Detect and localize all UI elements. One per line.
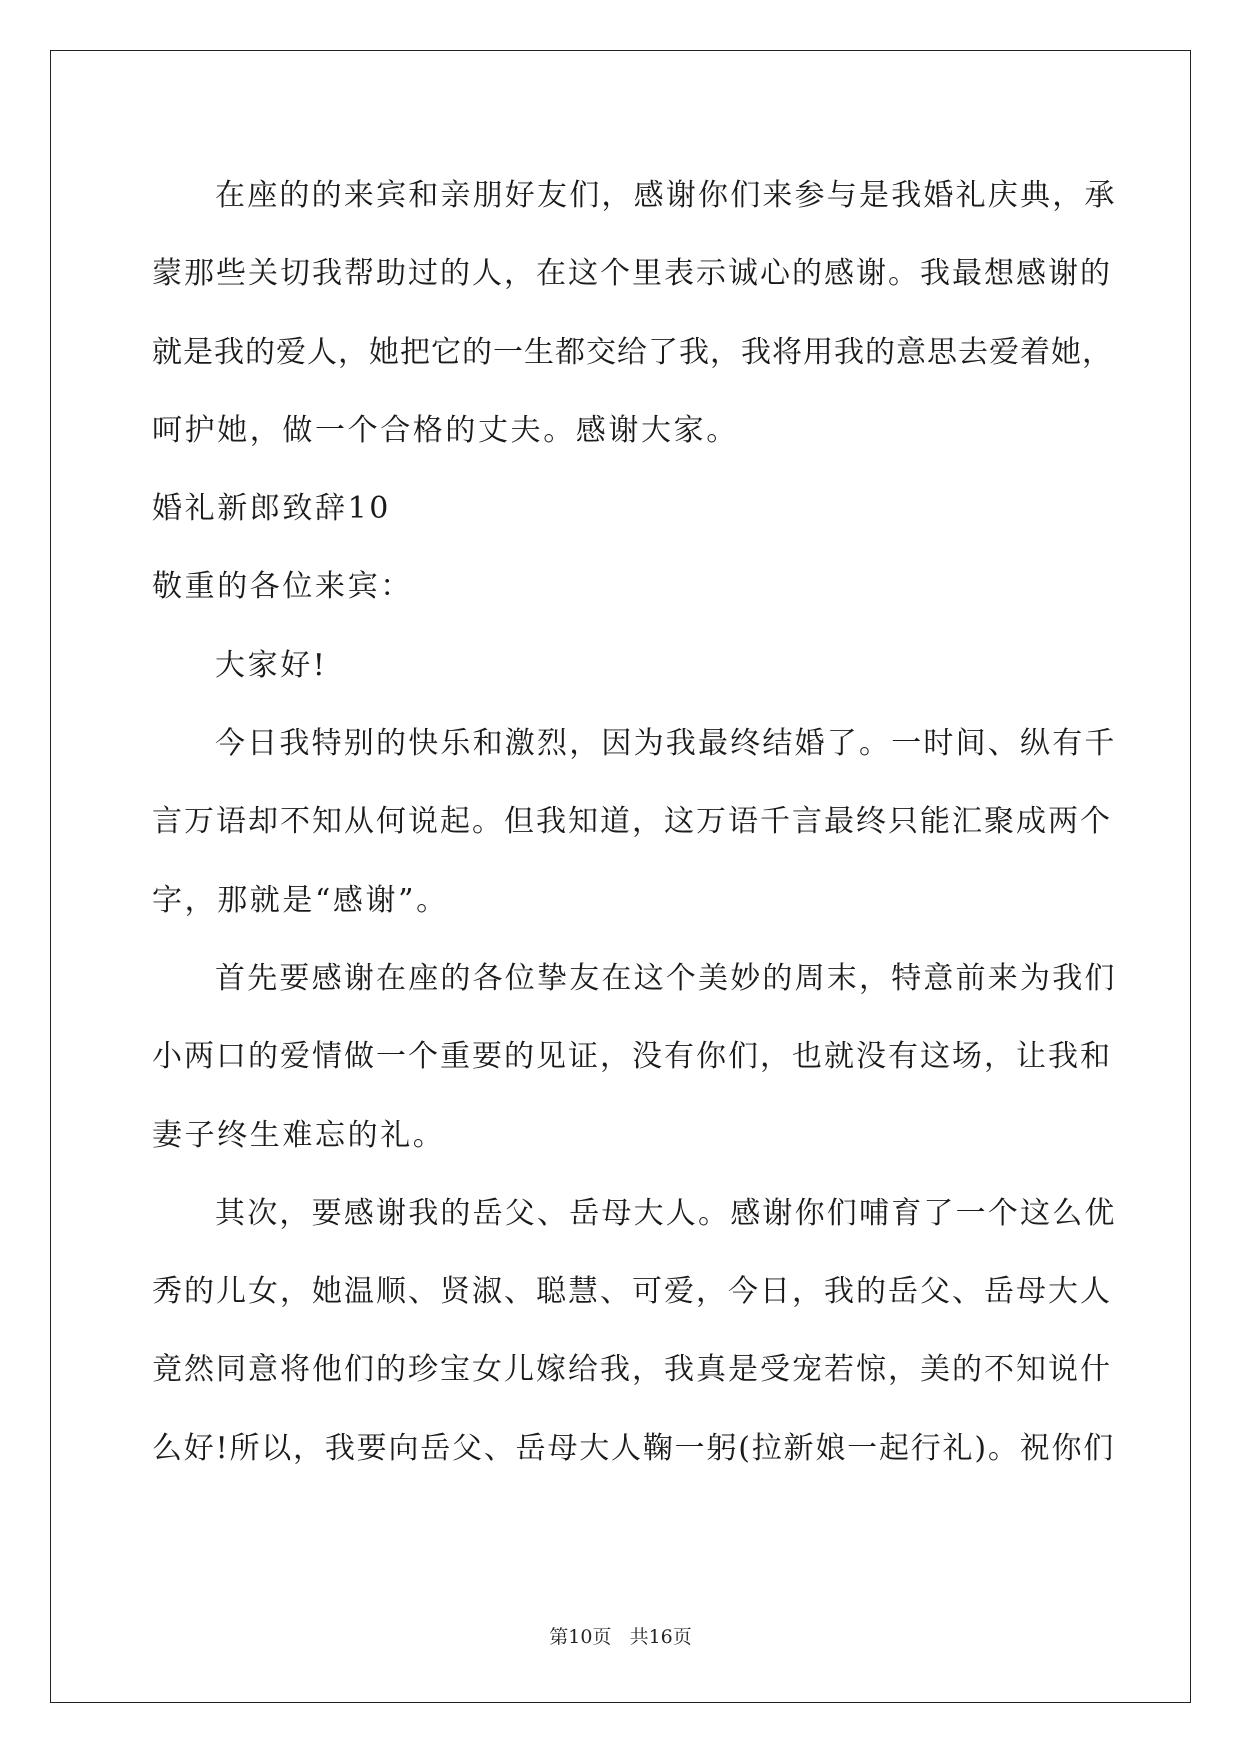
text-line: 大家好!	[215, 647, 328, 683]
text-line: 呵护她，做一个合格的丈夫。感谢大家。	[152, 412, 739, 448]
text-line: 就是我的爱人，她把它的一生都交给了我，我将用我的意思去爱着她，	[152, 334, 1113, 370]
salutation	[152, 548, 1117, 626]
text-line: 么好!所以，我要向岳父、岳母大人鞠一躬(拉新娘一起行礼)。祝你们	[152, 1430, 1116, 1466]
page-number: 第10页	[549, 1626, 612, 1648]
paragraph	[152, 1175, 1117, 1488]
text-line: 在座的的来宾和亲朋好友们，感谢你们来参与是我婚礼庆典，承	[215, 178, 1117, 213]
text-line: 敬重的各位来宾：	[152, 569, 413, 605]
text-line: 言万语却不知从何说起。但我知道，这万语千言最终只能汇聚成两个	[152, 804, 1112, 840]
text-line: 秀的儿女，她温顺、贤淑、聪慧、可爱，今日，我的岳父、岳母大人	[152, 1274, 1112, 1310]
section-heading	[152, 470, 1117, 548]
text-line: 竟然同意将他们的珍宝女儿嫁给我，我真是受宠若惊，美的不知说什	[152, 1352, 1112, 1388]
greeting	[152, 627, 1117, 705]
paragraph	[152, 157, 1117, 470]
text-line: 小两口的爱情做一个重要的见证，没有你们，也就没有这场，让我和	[152, 1039, 1112, 1075]
document-body	[152, 157, 1117, 1488]
text-line: 其次，要感谢我的岳父、岳母大人。感谢你们哺育了一个这么优	[215, 1195, 1117, 1231]
text-line: 蒙那些关切我帮助过的人，在这个里表示诚心的感谢。我最想感谢的	[152, 256, 1112, 292]
paragraph	[152, 705, 1117, 940]
text-line: 首先要感谢在座的各位挚友在这个美妙的周末，特意前来为我们	[215, 960, 1117, 996]
heading-line: 婚礼新郎致辞10	[152, 491, 391, 527]
text-line: 字，那就是“感谢”。	[152, 882, 449, 918]
page-footer	[0, 1622, 1241, 1649]
text-line: 妻子终生难忘的礼。	[152, 1117, 446, 1153]
page-total: 共16页	[629, 1626, 692, 1648]
paragraph	[152, 940, 1117, 1175]
text-line: 今日我特别的快乐和激烈，因为我最终结婚了。一时间、纵有千	[215, 726, 1117, 762]
